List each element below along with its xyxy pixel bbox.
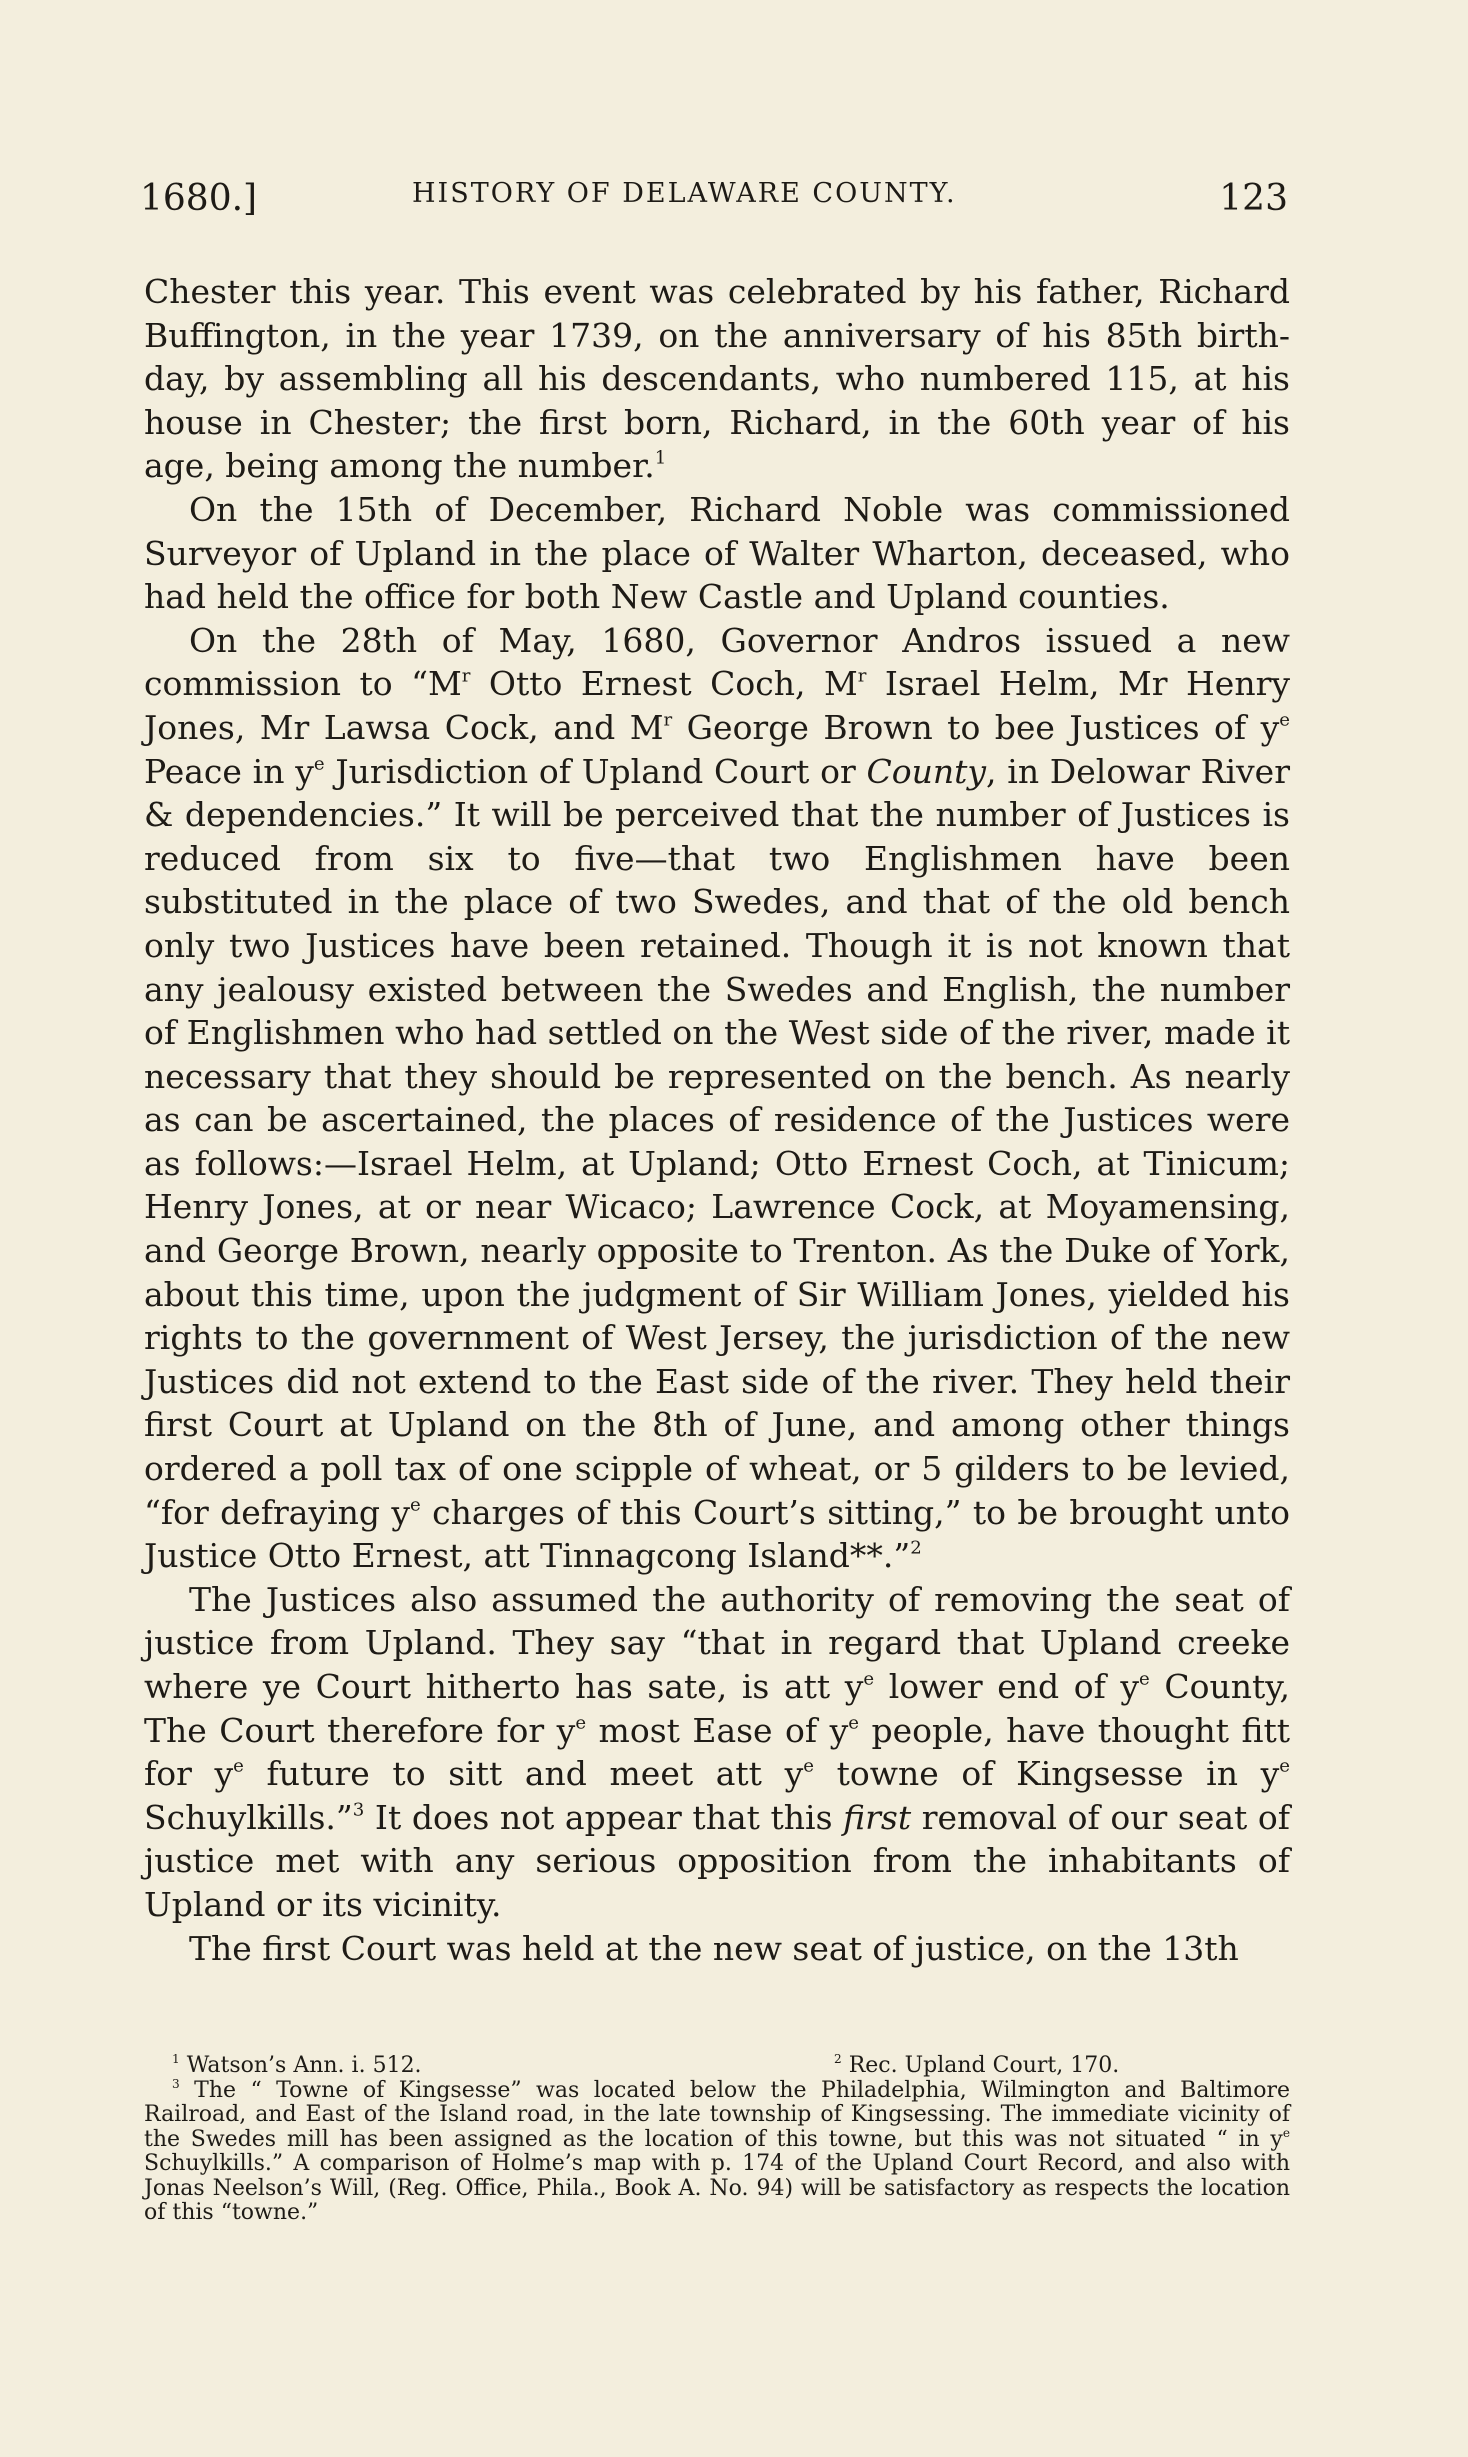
text-run: lower end of y: [874, 1667, 1140, 1706]
text-run: George Brown to bee Justices of y: [672, 707, 1280, 747]
footnote-2: [764, 2051, 1290, 2079]
paragraph-5: [144, 1927, 1290, 1971]
running-head: [140, 178, 1288, 238]
paragraph-3: [144, 619, 1290, 1578]
text-run: The Justices also assumed the authority of removing the seat of justice from Upland. They say “that in regard that Upland creeke where ye Court hitherto has sate, is att y: [144, 1579, 1290, 1706]
text-run: On the 15th of December, Richard Noble was commissioned Surveyor of Upland in the place of Walter Wharton, deceased, who had held the office for both New Castle and Upland counties.: [144, 489, 1290, 617]
footnote-mark: 1: [172, 2051, 180, 2066]
header-year: 1680.]: [140, 178, 258, 219]
paragraph-2: [144, 488, 1290, 619]
superscript: e: [313, 752, 325, 774]
superscript: e: [848, 1711, 859, 1733]
italic-text: first: [843, 1797, 912, 1837]
text-run: Jurisdiction of Upland Court or: [324, 751, 867, 791]
text-run: future to sitt and meet att y: [243, 1754, 804, 1794]
footnotes: [144, 2051, 1290, 2226]
text-run: Otto Ernest Coch, M: [470, 664, 858, 704]
text-run: , in Delowar River & dependencies.” It will be perceived that the number of Justices is reduced from six to five—that two Englishmen have been substituted in the place of two Swedes, and that of the old bench only two Justices have been retained. Though it is not known that any jealousy existed between the Swedes and English, the number of Englishmen who had settled on the West side of the river, made it necessary that they should be represented on the bench. As nearly as can be ascertained, the places of residence of the Justices were as follows:—Israel Helm, at Upland; Otto Ernest Coch, at Tinicum; Henry Jones, at or near Wicaco; Lawrence Cock, at Moyamensing, and George Brown, nearly opposite to Trenton. As the Duke of York, about this time, upon the judgment of Sir William Jones, yielded his rights to the government of West Jersey, the jurisdiction of the new Justices did not extend to the East side of the river. They held their first Court at Upland on the 8th of June, and among other things ordered a poll tax of one scipple of wheat, or 5 gilders to be levied, “for defraying y: [144, 751, 1290, 1532]
superscript: r: [857, 665, 867, 687]
footnote-text: Rec. Upland Court, 170.: [841, 2053, 1120, 2078]
text-run: Chester this year. This event was celebrated by his father, Richard Buffington, in the year 1739, on the anniversary of his 85th birth-day, by assembling all his descendants, who numbered 115, at his house in Chester; the first born, Richard, in the 60th year of his age, being among the number.: [144, 272, 1290, 486]
superscript: e: [1279, 1755, 1290, 1777]
text-run: Schuylkills.”: [144, 1797, 353, 1837]
superscript: e: [409, 1494, 421, 1516]
text-run: It does not appear that this: [364, 1797, 844, 1837]
footnote-ref-2: 2: [910, 1537, 922, 1559]
text-run: removal of our seat of justice met with any serious opposition from the inhabitants of Upland or its vicinity.: [144, 1797, 1290, 1924]
text-run: County, The Court therefore for y: [144, 1667, 1291, 1750]
superscript: e: [1139, 1668, 1150, 1690]
superscript: e: [803, 1755, 814, 1777]
text-run: most Ease of y: [586, 1710, 849, 1750]
text-run: Peace in y: [144, 751, 314, 791]
header-title: HISTORY OF DELAWARE COUNTY.: [412, 178, 957, 209]
footnote-text: The “ Towne of Kingsesse” was located below the Philadelphia, Wilmington and Baltimore Railroad, and East of the Island road, in the late township of Kingsessing. The immediate vicinity of the Swedes mill has been assigned as the location of this towne, but this was not situated “ in y: [144, 2077, 1290, 2152]
text-run: Israel Helm, Mr Henry Jones, Mr Lawsa Cock, and M: [144, 664, 1290, 747]
footnote-text: Schuylkills.” A comparison of Holme’s map with p. 174 of the Upland Court Record, and also with Jonas Neelson’s Will, (Reg. Office, Phila., Book A. No. 94) will be satisfactory as respects the location of this “towne.”: [144, 2151, 1290, 2225]
italic-text: County: [866, 751, 987, 791]
footnote-text: Watson’s Ann. i. 512.: [179, 2053, 422, 2078]
footnote-mark: 2: [834, 2051, 842, 2066]
superscript: e: [233, 1755, 244, 1777]
footnote-ref-3: 3: [352, 1799, 365, 1821]
superscript: r: [663, 709, 673, 731]
page-number: 123: [1219, 178, 1288, 219]
footnote-3: [144, 2076, 1290, 2226]
footnote-ref-1: 1: [654, 447, 667, 469]
paragraph-4: [144, 1578, 1290, 1927]
paragraph-1: [144, 270, 1290, 488]
footnotes-row: [144, 2051, 1290, 2079]
text-run: people, have thought fitt for y: [144, 1710, 1290, 1794]
superscript: e: [1282, 2125, 1290, 2140]
footnote-1: [144, 2051, 764, 2079]
superscript: e: [863, 1668, 875, 1690]
text-run: On the 28th of May, 1680, Governor Andros issued a new commission to “M: [144, 620, 1290, 704]
superscript: e: [575, 1711, 587, 1733]
body-text: [144, 270, 1290, 1970]
footnote-mark: 3: [172, 2076, 180, 2091]
text-run: The first Court was held at the new seat of justice, on the 13th: [189, 1928, 1239, 1968]
text-run: towne of Kingsesse in y: [813, 1754, 1280, 1794]
superscript: e: [1279, 709, 1290, 731]
superscript: r: [461, 665, 471, 687]
text-run: charges of this Court’s sitting,” to be brought unto Justice Otto Ernest, att Tinnagcong Island**.”: [144, 1492, 1291, 1576]
